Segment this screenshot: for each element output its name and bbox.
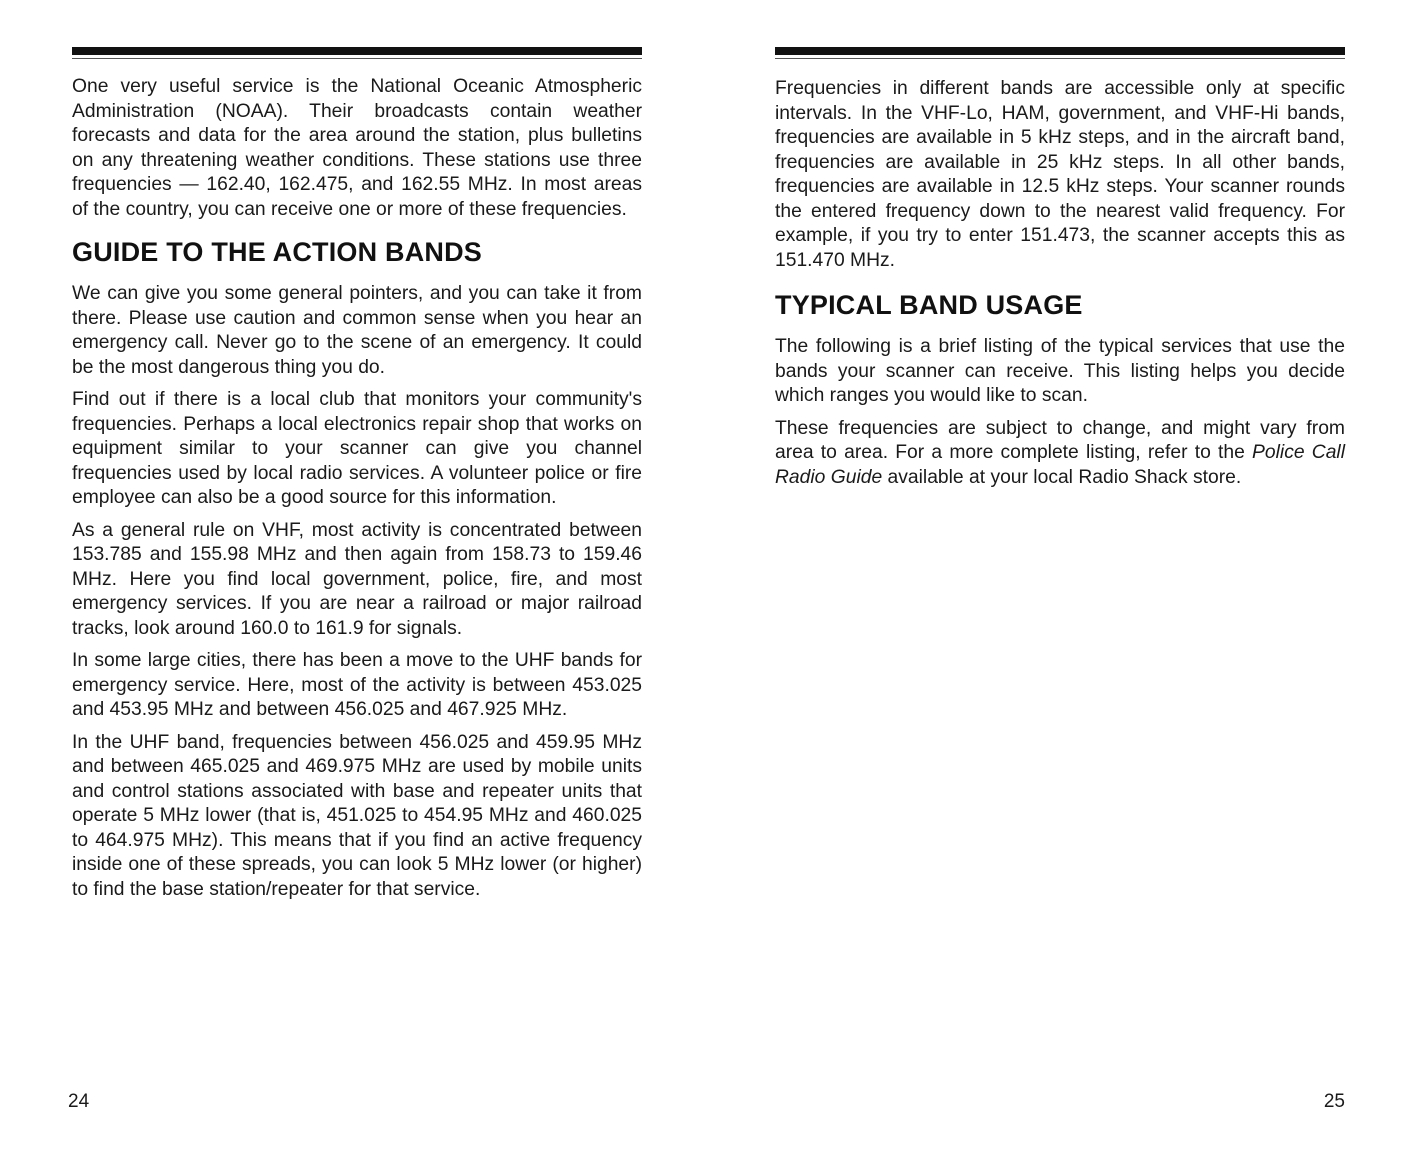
noaa-paragraph: One very useful service is the National Oceanic Atmospheric Administration (NOAA). Their broadcasts contain weather forecasts and data for the area around the station, plus bulletins on any threatening weather conditions. These stations use three frequencies — 162.40, 162.475, and 162.55 MHz. In most areas of the country, you can receive one or more of these frequencies. [72,76,642,220]
top-rule [775,47,1345,55]
left-page [68,0,642,1153]
guide-title: Police Call Radio Guide [775,442,1345,488]
right-page [775,0,1345,1153]
body-paragraph: Find out if there is a local club that monitors your community's frequencies. Perhaps a local electronics repair shop that works on equipment similar to your scanner can give you channel frequencies used by local radio services. A volunteer police or fire employee can also be a good source for this information. [72,389,642,508]
frequency-steps-paragraph: Frequencies in different bands are accessible only at specific intervals. In the VHF-Lo, HAM, government, and VHF-Hi bands, frequencies are available in 5 kHz steps, and in the aircraft band, frequencies are available in 25 kHz steps. In all other bands, frequencies are available in 12.5 kHz steps. Your scanner rounds the entered frequency down to the nearest valid frequency. For example, if you try to enter 151.473, the scanner accepts this as 151.470 MHz. [775,78,1345,271]
section-heading-action-bands: GUIDE TO THE ACTION BANDS [72,237,483,267]
section-heading-typical-band-usage: TYPICAL BAND USAGE [775,290,1083,320]
top-rule [72,47,642,55]
left-column [72,75,642,910]
body-paragraph: In the UHF band, frequencies between 456.025 and 459.95 MHz and between 465.025 and 469.975 MHz are used by mobile units and control stations associated with base and repeater units that operate 5 MHz lower (that is, 451.025 to 454.95 MHz and 460.025 to 464.975 MHz). This means that if you find an active frequency inside one of these spreads, you can look 5 MHz lower (or higher) to find the base station/repeater for that service. [72,731,642,900]
para-text: available at your local Radio Shack store. [882,466,1242,488]
body-paragraph [775,417,1345,491]
body-paragraph: In some large cities, there has been a move to the UHF bands for emergency service. Here, most of the activity is between 453.025 and 453.95 MHz and between 456.025 and 467.925 MHz. [72,650,642,720]
body-paragraph: The following is a brief listing of the typical services that use the bands your scanner can receive. This listing helps you decide which ranges you would like to scan. [775,336,1345,406]
page-number-left: 24 [68,1091,90,1112]
right-column [775,77,1345,498]
body-paragraph: As a general rule on VHF, most activity is concentrated between 153.785 and 155.98 MHz and then again from 158.73 to 159.46 MHz. Here you find local government, police, fire, and most emergency services. If you are near a railroad or major railroad tracks, look around 160.0 to 161.9 for signals. [72,519,642,639]
body-paragraph: We can give you some general pointers, and you can take it from there. Please use caution and common sense when you hear an emergency call. Never go to the scene of an emergency. It could be the most dangerous thing you do. [72,283,642,378]
page-number-right: 25 [1323,1091,1345,1112]
para-text: These frequencies are subject to change, and might vary from area to area. For a more complete listing, refer to the [775,417,1345,463]
